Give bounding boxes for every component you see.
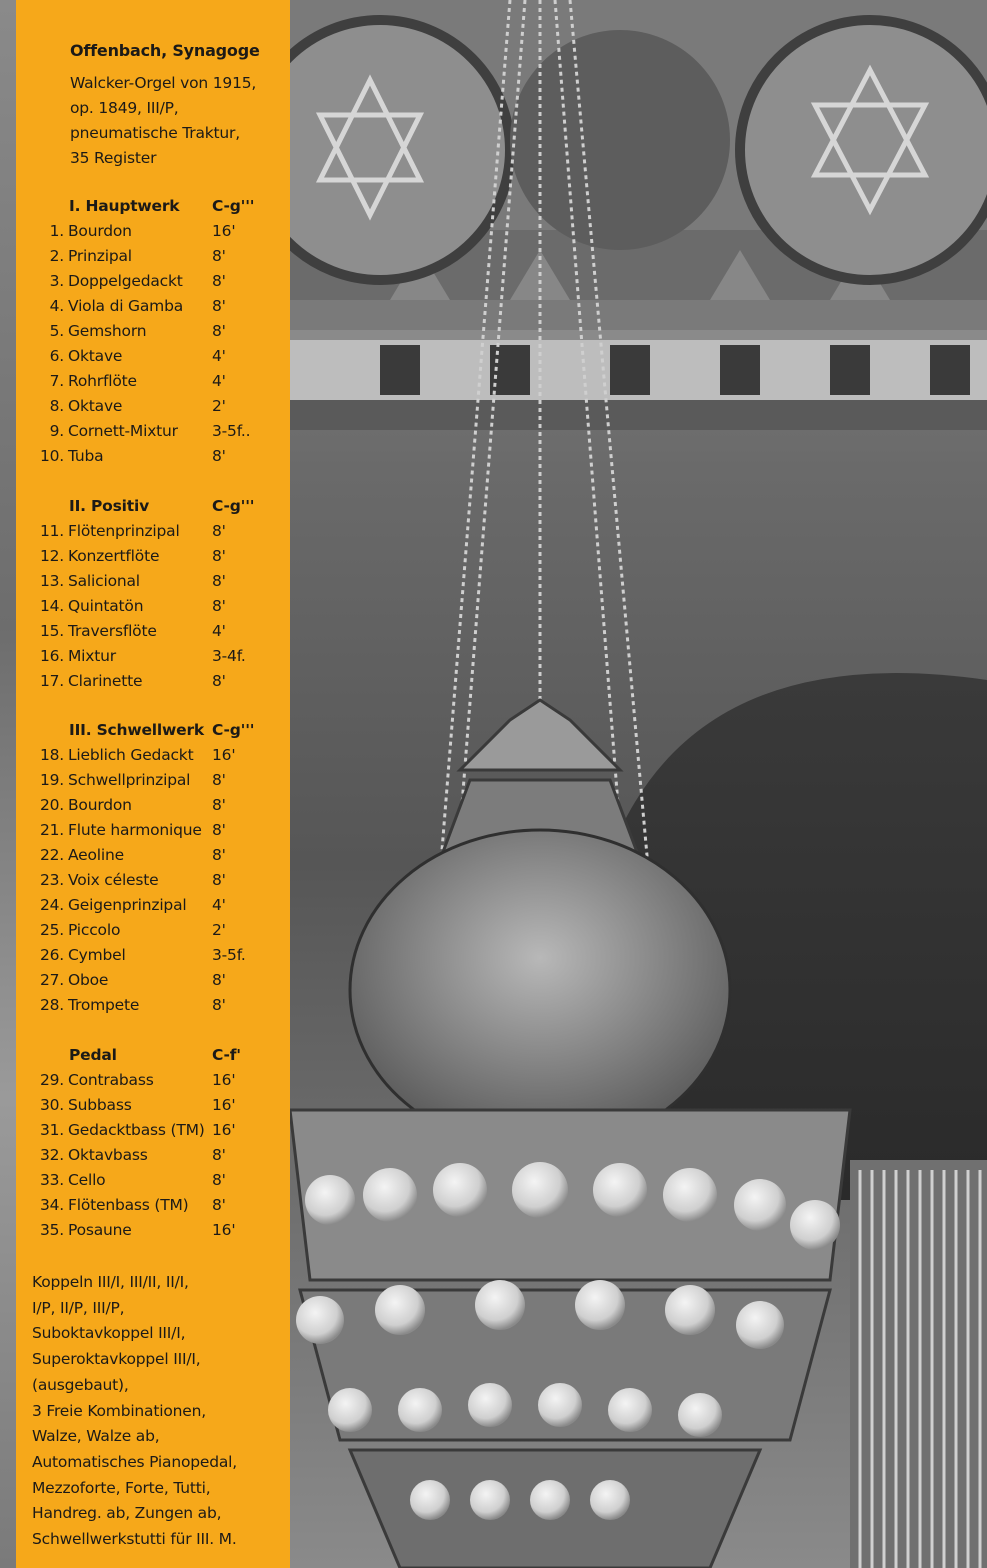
stop-name: Rohrflöte bbox=[68, 372, 137, 390]
stop-number: 28. bbox=[39, 996, 64, 1014]
stop-name: Geigenprinzipal bbox=[68, 896, 187, 914]
stop-row bbox=[16, 818, 290, 843]
stop-name: Schwellprinzipal bbox=[68, 771, 191, 789]
stop-row bbox=[16, 619, 290, 644]
stop-row bbox=[16, 319, 290, 344]
stop-row bbox=[16, 519, 290, 544]
compass-range: C-f' bbox=[212, 1046, 241, 1064]
stop-name: Clarinette bbox=[68, 672, 143, 690]
stop-pitch: 8' bbox=[212, 322, 226, 340]
stop-number: 32. bbox=[39, 1146, 64, 1164]
stop-number: 20. bbox=[39, 796, 64, 814]
stop-row bbox=[16, 793, 290, 818]
stop-row bbox=[16, 1118, 290, 1143]
stop-row bbox=[16, 269, 290, 294]
stop-number: 30. bbox=[39, 1096, 64, 1114]
stop-pitch: 8' bbox=[212, 597, 226, 615]
stop-pitch: 8' bbox=[212, 522, 226, 540]
stop-pitch: 16' bbox=[212, 1071, 236, 1089]
accessory-line: (ausgebaut), bbox=[32, 1375, 129, 1394]
stop-number: 3. bbox=[49, 272, 64, 290]
stop-pitch: 16' bbox=[212, 222, 236, 240]
accessory-line: Koppeln III/I, III/II, II/I, bbox=[32, 1273, 189, 1291]
stop-name: Bourdon bbox=[68, 796, 132, 814]
stop-number: 19. bbox=[39, 771, 64, 789]
stop-number: 21. bbox=[39, 821, 64, 839]
stop-name: Gemshorn bbox=[68, 322, 147, 340]
stop-row bbox=[16, 968, 290, 993]
stop-row bbox=[16, 1168, 290, 1193]
stop-pitch: 8' bbox=[212, 1146, 226, 1164]
stop-row bbox=[16, 868, 290, 893]
stop-row bbox=[16, 768, 290, 793]
stop-number: 31. bbox=[39, 1121, 64, 1139]
stop-number: 15. bbox=[39, 622, 64, 640]
division-3 bbox=[16, 718, 290, 1018]
accessory-line: Walze, Walze ab, bbox=[32, 1427, 160, 1446]
intro-line: pneumatische Traktur, bbox=[70, 124, 240, 142]
stop-name: Mixtur bbox=[68, 647, 116, 665]
chandelier-illustration bbox=[290, 0, 987, 1568]
stop-number: 7. bbox=[49, 372, 64, 390]
stop-name: Viola di Gamba bbox=[68, 297, 184, 315]
division-name: III. Schwellwerk bbox=[69, 721, 205, 739]
stop-pitch: 3-5f.. bbox=[212, 422, 251, 440]
stop-number: 13. bbox=[39, 572, 64, 590]
stop-name: Contrabass bbox=[68, 1071, 154, 1089]
stop-number: 16. bbox=[39, 647, 64, 665]
stop-row bbox=[16, 1068, 290, 1093]
stop-row bbox=[16, 743, 290, 768]
stop-pitch: 3-5f. bbox=[212, 946, 246, 964]
accessory-line: 3 Freie Kombinationen, bbox=[32, 1401, 206, 1420]
stop-name: Voix céleste bbox=[68, 871, 159, 889]
stop-name: Flötenbass (TM) bbox=[68, 1196, 189, 1214]
intro-line: 35 Register bbox=[70, 149, 157, 167]
page-title: Offenbach, Synagoge bbox=[70, 41, 260, 60]
accessory-line: I/P, II/P, III/P, bbox=[32, 1298, 125, 1317]
organ-description bbox=[70, 71, 285, 171]
stop-row bbox=[16, 369, 290, 394]
stop-name: Subbass bbox=[68, 1096, 132, 1114]
stop-row bbox=[16, 219, 290, 244]
stop-row bbox=[16, 1193, 290, 1218]
stop-pitch: 8' bbox=[212, 1196, 226, 1214]
stop-name: Traversflöte bbox=[68, 622, 157, 640]
accessory-line: Handreg. ab, Zungen ab, bbox=[32, 1504, 222, 1523]
stop-number: 14. bbox=[39, 597, 64, 615]
intro-line: Walcker-Orgel von 1915, bbox=[70, 74, 257, 92]
stop-name: Bourdon bbox=[68, 222, 132, 240]
division-heading bbox=[16, 718, 290, 743]
stop-row bbox=[16, 669, 290, 694]
accessory-line: Schwellwerkstutti für III. M. bbox=[32, 1530, 237, 1549]
stop-number: 6. bbox=[49, 347, 64, 365]
stop-row bbox=[16, 394, 290, 419]
stop-name: Lieblich Gedackt bbox=[68, 746, 194, 764]
stop-pitch: 16' bbox=[212, 1096, 236, 1114]
intro-line: op. 1849, III/P, bbox=[70, 99, 179, 117]
stop-name: Oktave bbox=[68, 347, 123, 365]
stop-name: Cello bbox=[68, 1171, 106, 1189]
stop-number: 11. bbox=[39, 522, 64, 540]
division-name: Pedal bbox=[69, 1046, 117, 1064]
stop-name: Oboe bbox=[68, 971, 109, 989]
accessory-line: Suboktavkoppel III/I, bbox=[32, 1324, 186, 1343]
stop-number: 8. bbox=[49, 397, 64, 415]
stop-row bbox=[16, 918, 290, 943]
stop-number: 18. bbox=[39, 746, 64, 764]
stop-number: 24. bbox=[39, 896, 64, 914]
stop-row bbox=[16, 419, 290, 444]
stop-number: 23. bbox=[39, 871, 64, 889]
compass-range: C-g''' bbox=[212, 721, 255, 739]
stop-name: Konzertflöte bbox=[68, 547, 160, 565]
stop-pitch: 8' bbox=[212, 996, 226, 1014]
division-heading bbox=[16, 1043, 290, 1068]
stop-pitch: 16' bbox=[212, 746, 236, 764]
stop-row bbox=[16, 294, 290, 319]
stop-pitch: 8' bbox=[212, 672, 226, 690]
stop-pitch: 4' bbox=[212, 372, 226, 390]
accessory-line: Automatisches Pianopedal, bbox=[32, 1452, 237, 1471]
stop-name: Cornett-Mixtur bbox=[68, 422, 178, 440]
stop-name: Piccolo bbox=[68, 921, 121, 939]
stop-number: 12. bbox=[39, 547, 64, 565]
stop-number: 17. bbox=[39, 672, 64, 690]
stop-pitch: 8' bbox=[212, 846, 226, 864]
stop-row bbox=[16, 893, 290, 918]
stop-number: 33. bbox=[39, 1171, 64, 1189]
stop-number: 5. bbox=[49, 322, 64, 340]
division-heading bbox=[16, 194, 290, 219]
division-name: II. Positiv bbox=[69, 497, 149, 515]
stop-number: 1. bbox=[49, 222, 64, 240]
stop-name: Oktave bbox=[68, 397, 123, 415]
division-2 bbox=[16, 494, 290, 694]
stop-name: Aeoline bbox=[68, 846, 124, 864]
stop-name: Trompete bbox=[68, 996, 140, 1014]
stop-name: Prinzipal bbox=[68, 247, 132, 265]
stop-pitch: 8' bbox=[212, 297, 226, 315]
stop-pitch: 8' bbox=[212, 871, 226, 889]
stop-row bbox=[16, 644, 290, 669]
stop-number: 9. bbox=[49, 422, 64, 440]
accessories-list bbox=[32, 1270, 292, 1553]
stop-name: Flötenprinzipal bbox=[68, 522, 180, 540]
stop-pitch: 16' bbox=[212, 1221, 236, 1239]
stop-row bbox=[16, 1218, 290, 1243]
stop-name: Quintatön bbox=[68, 597, 144, 615]
compass-range: C-g''' bbox=[212, 497, 255, 515]
stop-number: 29. bbox=[39, 1071, 64, 1089]
stop-row bbox=[16, 244, 290, 269]
accessory-line: Mezzoforte, Forte, Tutti, bbox=[32, 1478, 211, 1497]
stop-row bbox=[16, 544, 290, 569]
division-1 bbox=[16, 194, 290, 469]
stop-number: 22. bbox=[39, 846, 64, 864]
stop-name: Gedacktbass (TM) bbox=[68, 1121, 205, 1139]
compass-range: C-g''' bbox=[212, 197, 255, 215]
stop-row bbox=[16, 993, 290, 1018]
accessory-line: Superoktavkoppel III/I, bbox=[32, 1350, 201, 1369]
stop-pitch: 2' bbox=[212, 397, 226, 415]
stop-row bbox=[16, 444, 290, 469]
stop-number: 35. bbox=[39, 1221, 64, 1239]
stop-pitch: 4' bbox=[212, 347, 226, 365]
stop-number: 10. bbox=[39, 447, 64, 465]
stop-row bbox=[16, 943, 290, 968]
stop-pitch: 8' bbox=[212, 547, 226, 565]
chandelier-photo bbox=[290, 0, 987, 1568]
photo-left-edge bbox=[0, 0, 16, 1568]
organ-info-panel bbox=[16, 0, 290, 1568]
division-heading bbox=[16, 494, 290, 519]
stop-row bbox=[16, 1093, 290, 1118]
stop-pitch: 8' bbox=[212, 247, 226, 265]
stop-pitch: 8' bbox=[212, 796, 226, 814]
stop-pitch: 3-4f. bbox=[212, 647, 246, 665]
stop-pitch: 8' bbox=[212, 272, 226, 290]
stop-pitch: 8' bbox=[212, 821, 226, 839]
stop-pitch: 8' bbox=[212, 447, 226, 465]
stop-number: 4. bbox=[49, 297, 64, 315]
stop-pitch: 16' bbox=[212, 1121, 236, 1139]
stop-pitch: 8' bbox=[212, 771, 226, 789]
stop-name: Doppelgedackt bbox=[68, 272, 183, 290]
stop-row bbox=[16, 344, 290, 369]
stop-pitch: 4' bbox=[212, 622, 226, 640]
stop-name: Flute harmonique bbox=[68, 821, 202, 839]
stop-pitch: 8' bbox=[212, 572, 226, 590]
stop-number: 27. bbox=[39, 971, 64, 989]
stop-row bbox=[16, 569, 290, 594]
stop-name: Posaune bbox=[68, 1221, 132, 1239]
stop-row bbox=[16, 843, 290, 868]
division-4 bbox=[16, 1043, 290, 1243]
stop-pitch: 2' bbox=[212, 921, 226, 939]
stop-number: 2. bbox=[49, 247, 64, 265]
stop-name: Salicional bbox=[68, 572, 140, 590]
stop-number: 26. bbox=[39, 946, 64, 964]
stop-pitch: 8' bbox=[212, 1171, 226, 1189]
stop-pitch: 4' bbox=[212, 896, 226, 914]
stop-name: Oktavbass bbox=[68, 1146, 148, 1164]
stop-pitch: 8' bbox=[212, 971, 226, 989]
stop-row bbox=[16, 1143, 290, 1168]
stop-number: 34. bbox=[39, 1196, 64, 1214]
division-name: I. Hauptwerk bbox=[69, 197, 180, 215]
stop-name: Cymbel bbox=[68, 946, 126, 964]
stop-number: 25. bbox=[39, 921, 64, 939]
stop-name: Tuba bbox=[68, 447, 104, 465]
stop-row bbox=[16, 594, 290, 619]
